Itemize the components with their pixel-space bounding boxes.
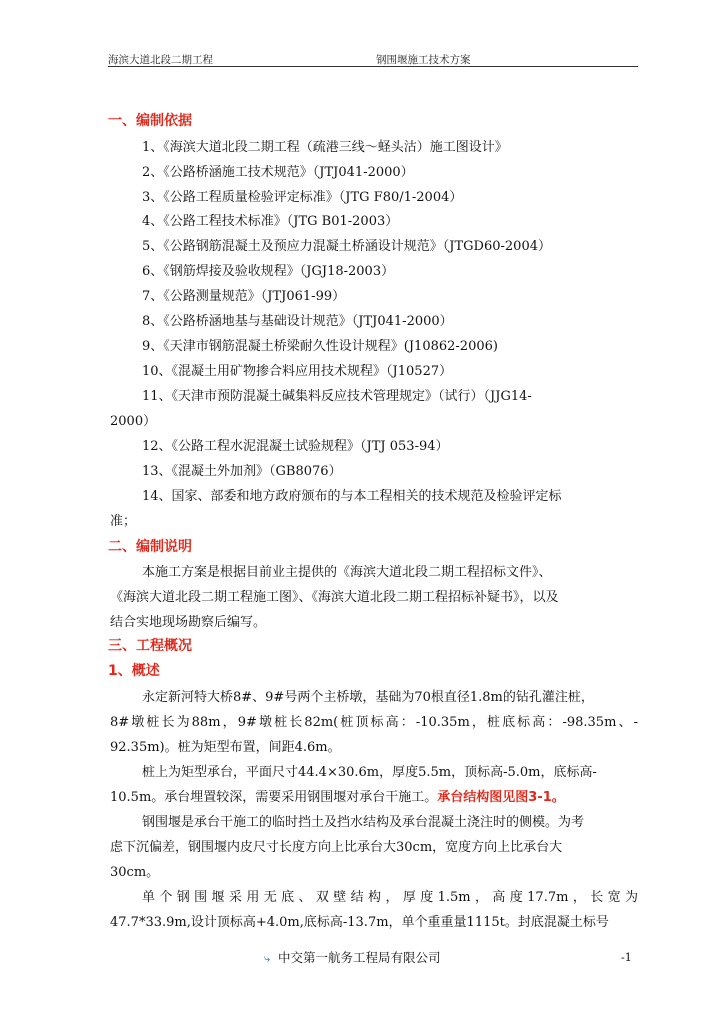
overview-p1-line-1: 永定新河特大桥8#、9#号两个主桥墩，基础为70根直径1.8m的钻孔灌注桩， [142,690,594,705]
overview-p3-line-3: 30cm。 [110,865,160,880]
basis-item-14: 14、国家、部委和地方政府颁布的与本工程相关的技术规范及检验评定标 [142,489,562,504]
basis-item-8: 8、《公路桥涵地基与基础设计规范》（JTJ041-2000） [142,314,453,329]
basis-item-14-cont: 准； [110,514,137,529]
header-rule [108,66,638,67]
section-title-overview: 三、工程概况 [108,638,192,654]
notes-line-3: 结合实地现场勘察后编写。 [110,615,267,630]
basis-item-6: 6、《钢筋焊接及验收规程》（JGJ18-2003） [142,264,395,279]
basis-item-11-cont: 2000） [110,414,157,429]
overview-p1-line-3: 92.35m)。桩为矩型布置，间距4.6m。 [110,740,341,755]
company-logo-icon: ⤷ [264,952,271,965]
overview-p1-line-2: 8#墩桩长为88m，9#墩桩长82m(桩顶标高：-10.35m，桩底标高：-98.35m、- [110,715,638,730]
subsection-title-summary: 1、概述 [108,663,160,679]
header-project-name: 海滨大道北段二期工程 [108,54,213,66]
basis-item-7: 7、《公路测量规范》（JTJ061-99） [142,289,346,304]
footer-company-name: 中交第一航务工程局有限公司 [278,950,441,965]
basis-item-12: 12、《公路工程水泥混凝土试验规程》（JTJ 053-94） [142,439,449,454]
basis-item-13: 13、《混凝土外加剂》（GB8076） [142,464,342,479]
page-number: -1 [621,951,632,964]
basis-item-11: 11、《天津市预防混凝土碱集料反应技术管理规定》（试行）（JJG14- [142,389,532,404]
overview-p2-line-1: 桩上为矩型承台，平面尺寸44.4×30.6m，厚度5.5m，顶标高-5.0m，底标高- [142,765,597,780]
header-document-title: 钢围堰施工技术方案 [376,54,471,66]
overview-p4-line-2: 47.7*33.9m,设计顶标高+4.0m,底标高-13.7m，单个重重量1115t。封底混凝土标号 [110,915,609,930]
overview-p2-text: 10.5m。承台埋置较深，需要采用钢围堰对承台干施工。 [110,790,438,805]
footer-company [264,948,441,966]
section-title-notes: 二、编制说明 [108,539,192,555]
figure-reference: 承台结构图见图3-1。 [437,790,565,805]
basis-item-2: 2、《公路桥涵施工技术规范》（JTJ041-2000） [142,165,414,180]
overview-p4-line-1: 单个钢围堰采用无底、双壁结构，厚度1.5m，高度17.7m，长宽为 [142,890,638,905]
section-title-basis: 一、编制依据 [108,113,192,129]
basis-item-4: 4、《公路工程技术标准》（JTG B01-2003） [142,214,399,229]
overview-p3-line-1: 钢围堰是承台干施工的临时挡土及挡水结构及承台混凝土浇注时的侧模。为考 [142,815,585,830]
overview-p2-line-2 [110,786,565,805]
notes-line-1: 本施工方案是根据目前业主提供的《海滨大道北段二期工程招标文件》、 [142,565,552,580]
notes-line-2: 《海滨大道北段二期工程施工图》、《海滨大道北段二期工程招标补疑书》，以及 [110,590,559,605]
basis-item-5: 5、《公路钢筋混凝土及预应力混凝土桥涵设计规范》（JTGD60-2004） [142,239,551,254]
basis-item-1: 1、《海滨大道北段二期工程（疏港三线～蛏头沽）施工图设计》 [142,140,508,155]
basis-item-10: 10、《混凝土用矿物掺合料应用技术规程》（J10527） [142,364,453,379]
basis-item-9: 9、《天津市钢筋混凝土桥梁耐久性设计规程》(J10862-2006) [142,339,498,354]
basis-item-3: 3、《公路工程质量检验评定标准》（JTG F80/1-2004） [142,190,463,205]
overview-p3-line-2: 虑下沉偏差，钢围堰内皮尺寸长度方向上比承台大30cm，宽度方向上比承台大 [110,840,563,855]
